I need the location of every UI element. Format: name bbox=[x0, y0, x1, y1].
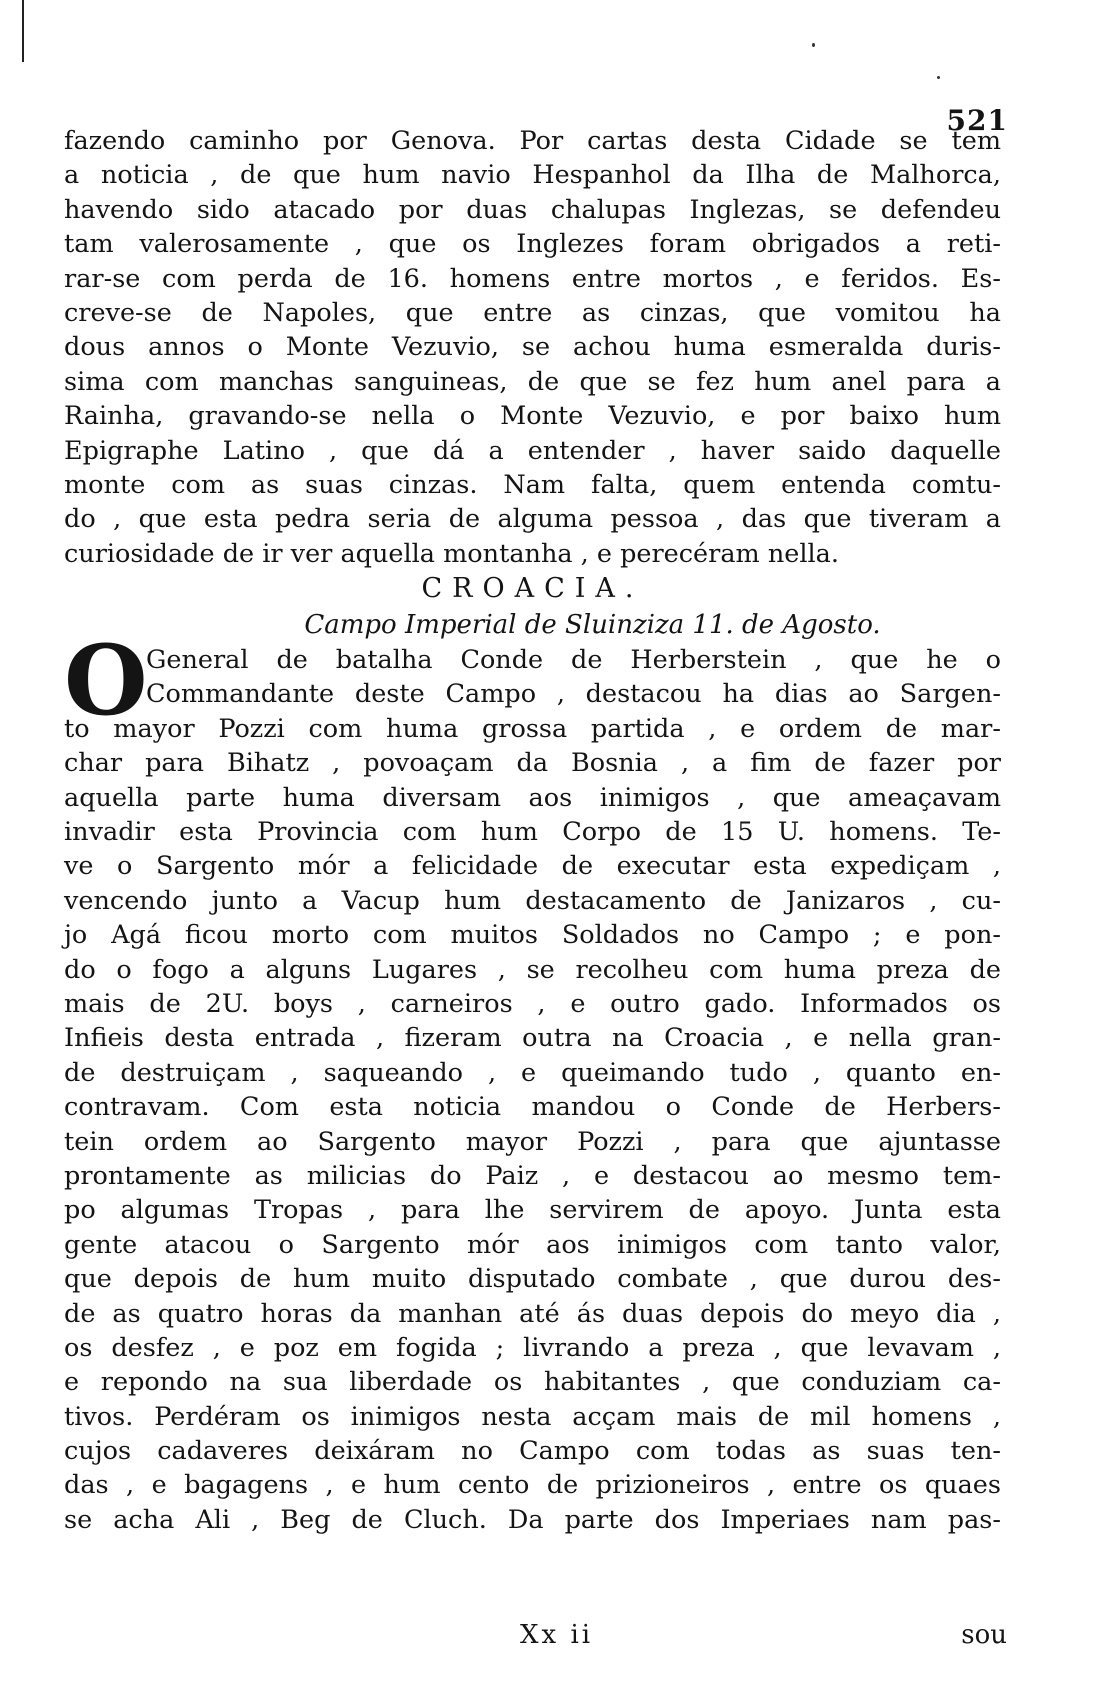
text-line: vencendo junto a Vacup hum destacamento de Janizaros , cu- bbox=[64, 885, 1001, 916]
text-line: Commandante deste Campo , destacou ha dias ao Sargen- bbox=[146, 679, 1001, 710]
body-text bbox=[64, 124, 1001, 1537]
text-line: fazendo caminho por Genova. Por cartas desta Cidade se tem bbox=[64, 126, 1001, 156]
text-line: char para Bihatz , povoaçam da Bosnia , a fim de fazer por bbox=[64, 748, 1001, 779]
text-line: os desfez , e poz em fogida ; livrando a preza , que levavam , bbox=[64, 1332, 1001, 1363]
text-line: de destruiçam , saqueando , e queimando tudo , quanto en- bbox=[64, 1057, 1001, 1088]
text-line: creve-se de Napoles, que entre as cinzas, que vomitou ha bbox=[64, 297, 1001, 328]
text-line: prontamente as milicias do Paiz , e destacou ao mesmo tem- bbox=[64, 1160, 1001, 1191]
intro-paragraph bbox=[64, 124, 1001, 571]
text-line: ve o Sargento mór a felicidade de executar esta expediçam , bbox=[64, 851, 1001, 882]
drop-cap: O bbox=[64, 624, 148, 738]
text-line: Infieis desta entrada , fizeram outra na Croacia , e nella gran- bbox=[64, 1023, 1001, 1054]
catchword: sou bbox=[961, 1620, 1007, 1650]
text-line: monte com as suas cinzas. Nam falta, quem entenda comtu- bbox=[64, 469, 1001, 500]
text-line: jo Agá ficou morto com muitos Soldados no Campo ; e pon- bbox=[64, 920, 1001, 951]
text-line: tein ordem ao Sargento mayor Pozzi , para que ajuntasse bbox=[64, 1126, 1001, 1157]
text-line: do , que esta pedra seria de alguma pessoa , das que tiveram a bbox=[64, 504, 1001, 535]
section-heading: CROACIA. bbox=[421, 573, 644, 605]
text-line: do o fogo a alguns Lugares , se recolheu com huma preza de bbox=[64, 954, 1001, 985]
text-line: e repondo na sua liberdade os habitantes , que conduziam ca- bbox=[64, 1367, 1001, 1398]
binding-edge-rule bbox=[22, 0, 24, 62]
text-line: to mayor Pozzi com huma grossa partida , e ordem de mar- bbox=[64, 713, 1001, 744]
ink-speck bbox=[937, 76, 940, 79]
text-line: Epigraphe Latino , que dá a entender , haver saido daquelle bbox=[64, 435, 1001, 466]
text-line: que depois de hum muito disputado combate , que durou des- bbox=[64, 1264, 1001, 1295]
ink-speck bbox=[812, 43, 815, 47]
text-line: a noticia , de que hum navio Hespanhol da Ilha de Malhorca, bbox=[64, 160, 1001, 191]
text-line: sima com manchas sanguineas, de que se fez hum anel para a bbox=[64, 366, 1001, 397]
dateline: Campo Imperial de Sluinziza 11. de Agosto. bbox=[304, 610, 881, 641]
text-line: mais de 2U. boys , carneiros , e outro gado. Informados os bbox=[64, 988, 1001, 1019]
text-line: se acha Ali , Beg de Cluch. Da parte dos Imperiaes nam pas- bbox=[64, 1504, 1001, 1535]
text-line: curiosidade de ir ver aquella montanha , e perecéram nella. bbox=[64, 538, 839, 569]
text-line: aquella parte huma diversam aos inimigos , que ameaçavam bbox=[64, 782, 1001, 813]
text-line: rar-se com perda de 16. homens entre mortos , e feridos. Es- bbox=[64, 263, 1001, 294]
text-line: das , e bagagens , e hum cento de prizioneiros , entre os quaes bbox=[64, 1470, 1001, 1501]
text-line: Rainha, gravando-se nella o Monte Vezuvio, e por baixo hum bbox=[64, 401, 1001, 432]
text-line: General de batalha Conde de Herberstein , que he o bbox=[146, 645, 1001, 676]
text-line: tivos. Perdéram os inimigos nesta acçam mais de mil homens , bbox=[64, 1401, 1001, 1432]
text-line: de as quatro horas da manhan até ás duas depois do meyo dia , bbox=[64, 1298, 1001, 1329]
text-line: po algumas Tropas , para lhe servirem de apoyo. Junta esta bbox=[64, 1195, 1001, 1226]
text-line: gente atacou o Sargento mór aos inimigos com tanto valor, bbox=[64, 1229, 1001, 1260]
text-line: contravam. Com esta noticia mandou o Conde de Herbers- bbox=[64, 1092, 1001, 1123]
text-line: havendo sido atacado por duas chalupas Inglezas, se defendeu bbox=[64, 194, 1001, 225]
text-line: cujos cadaveres deixáram no Campo com todas as suas ten- bbox=[64, 1436, 1001, 1467]
page-number: 521 bbox=[946, 104, 1008, 137]
text-line: tam valerosamente , que os Inglezes foram obrigados a reti- bbox=[64, 229, 1001, 260]
text-line: invadir esta Provincia com hum Corpo de 15 U. homens. Te- bbox=[64, 817, 1001, 848]
text-line: dous annos o Monte Vezuvio, se achou huma esmeralda duris- bbox=[64, 332, 1001, 363]
signature-mark: Xx ii bbox=[520, 1620, 594, 1650]
